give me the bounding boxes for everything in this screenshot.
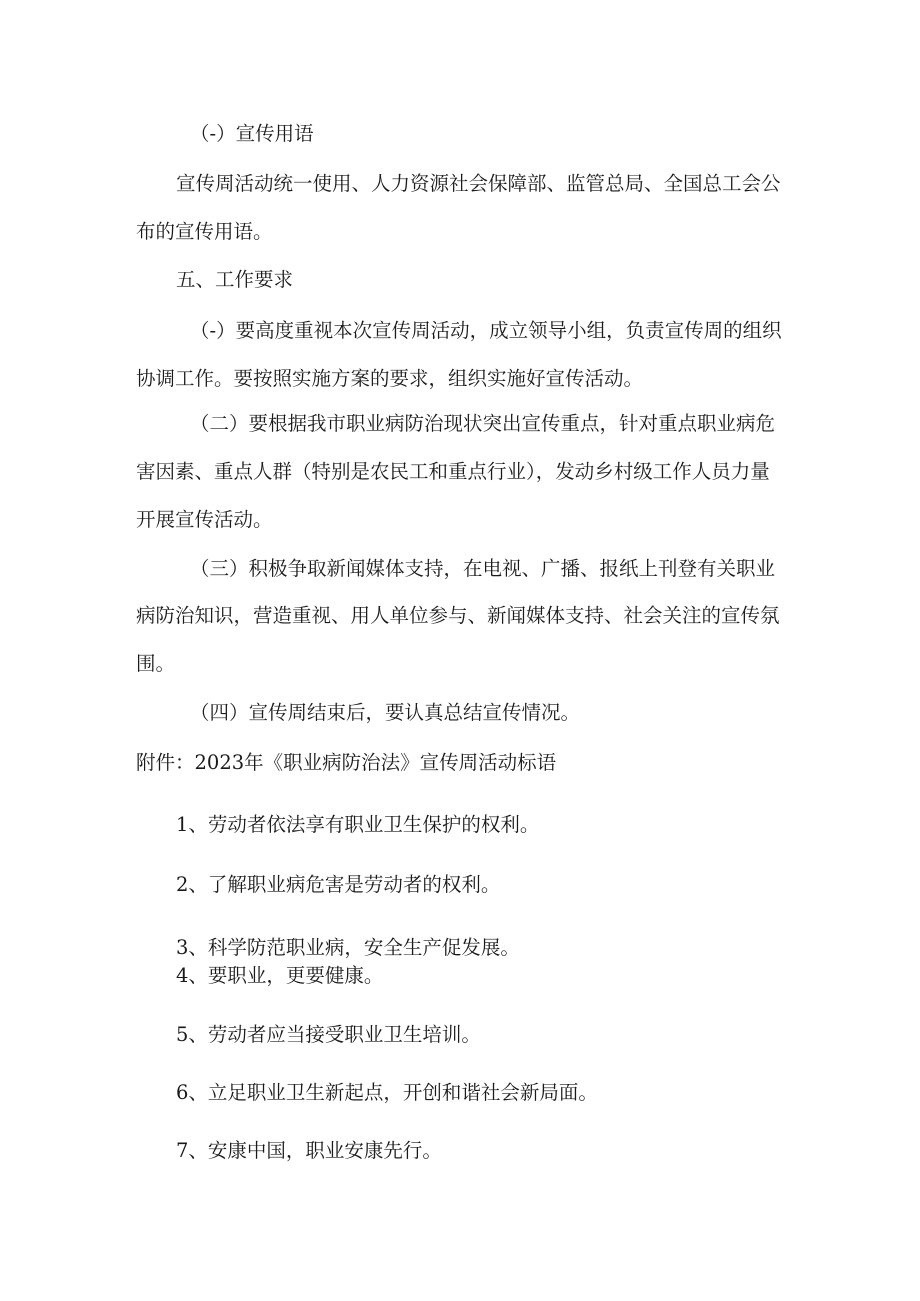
requirement-item-1-line: 协调工作。要按照实施方案的要求，组织实施好宣传活动。 xyxy=(136,367,644,390)
slogan-item: 6、立足职业卫生新起点，开创和谐社会新局面。 xyxy=(176,1081,598,1104)
slogan-item: 3、科学防范职业病，安全生产促发展。 xyxy=(176,936,520,959)
requirement-item-3-line: （三）积极争取新闻媒体支持，在电视、广播、报纸上刊登有关职业 xyxy=(190,557,776,580)
slogan-item: 2、了解职业病危害是劳动者的权利。 xyxy=(176,873,501,896)
paragraph-line: 布的宣传用语。 xyxy=(136,220,273,243)
paragraph-line: 宣传周活动统一使用、人力资源社会保障部、监管总局、全国总工会公 xyxy=(176,172,781,195)
requirement-item-4-line: （四）宣传周结束后，要认真总结宣传情况。 xyxy=(190,701,581,724)
requirement-item-2-line: （二）要根据我市职业病防治现状突出宣传重点，针对重点职业病危 xyxy=(190,412,776,435)
sub-heading-slogans: （-）宣传用语 xyxy=(190,122,314,145)
requirement-item-1-line: （-）要高度重视本次宣传周活动，成立领导小组，负责宣传周的组织 xyxy=(190,319,782,342)
requirement-item-3-line: 病防治知识，营造重视、用人单位参与、新闻媒体支持、社会关注的宣传氛 xyxy=(136,604,780,627)
requirement-item-2-line: 开展宣传活动。 xyxy=(136,508,273,531)
requirement-item-3-line: 围。 xyxy=(136,652,176,675)
slogan-item: 7、安康中国，职业安康先行。 xyxy=(176,1139,442,1162)
slogan-item: 4、要职业，更要健康。 xyxy=(176,964,384,987)
requirement-item-2-line: 害因素、重点人群（特别是农民工和重点行业），发动乡村级工作人员力量 xyxy=(136,460,770,483)
slogan-item: 5、劳动者应当接受职业卫生培训。 xyxy=(176,1023,481,1046)
section-heading-requirements: 五、工作要求 xyxy=(176,268,294,291)
attachment-title: 附件：2023年《职业病防治法》宣传周活动标语 xyxy=(136,751,557,774)
slogan-item: 1、劳动者依法享有职业卫生保护的权利。 xyxy=(176,813,540,836)
